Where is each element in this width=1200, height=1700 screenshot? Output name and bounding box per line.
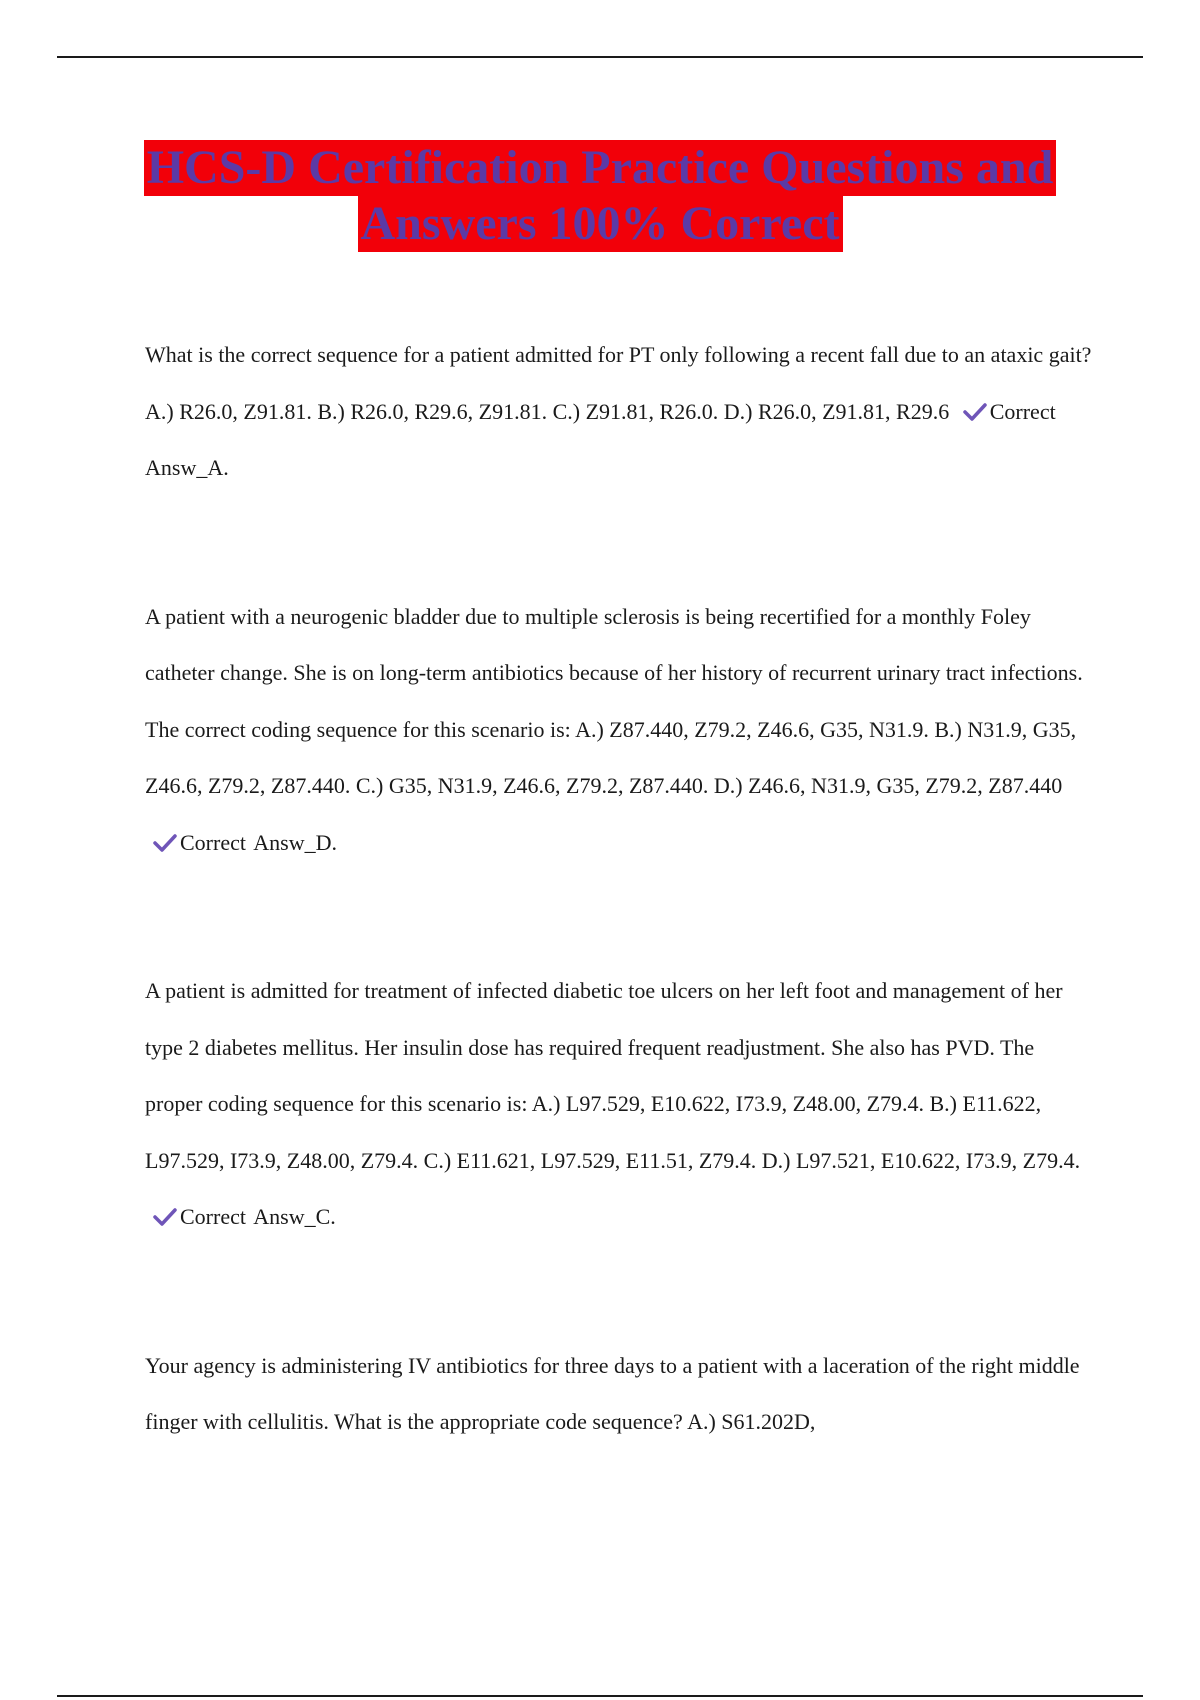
question-item bbox=[145, 589, 1095, 872]
question-text: What is the correct sequence for a patient admitted for PT only following a recent fall due to an ataxic gait? A.) R26.0, Z91.81. B.) R26.0, R29.6, Z91.81. C.) Z91.81, R26.0. D.) R26.0, Z91.81, R29.6 bbox=[145, 342, 1092, 424]
question-item bbox=[145, 963, 1095, 1246]
checkmark-icon bbox=[153, 1208, 177, 1226]
question-item bbox=[145, 1338, 1095, 1451]
answer-text: Correct Answ_A. bbox=[145, 398, 1056, 480]
question-text: A patient is admitted for treatment of infected diabetic toe ulcers on her left foot and management of her type 2 diabetes mellitus. Her insulin dose has required frequent readjustment. She also has PVD. The proper coding sequence for this scenario is: A.) L97.529, E10.622, I73.9, Z48.00, Z79.4. B.) E11.622, L97.529, I73.9, Z48.00, Z79.4. C.) E11.621, L97.529, E11.51, Z79.4. D.) L97.521, E10.622, I73.9, Z79.4. bbox=[145, 978, 1081, 1173]
header-rule bbox=[57, 56, 1143, 58]
title-line-2: Answers 100% Correct bbox=[358, 196, 843, 252]
footer-rule bbox=[57, 1695, 1143, 1697]
answer-text: Correct Answ_D. bbox=[180, 829, 337, 855]
title-line-1: HCS-D Certification Practice Questions and bbox=[144, 140, 1057, 196]
document-title bbox=[0, 140, 1200, 252]
question-text: Your agency is administering IV antibiotics for three days to a patient with a laceration of the right middle finger with cellulitis. What is the appropriate code sequence? A.) S61.202D, bbox=[145, 1352, 1080, 1434]
checkmark-icon bbox=[153, 834, 177, 852]
question-item bbox=[145, 327, 1095, 497]
question-list bbox=[145, 327, 1095, 1599]
answer-text: Correct Answ_C. bbox=[180, 1204, 336, 1229]
checkmark-icon bbox=[963, 403, 987, 421]
question-text: A patient with a neurogenic bladder due to multiple sclerosis is being recertified for a monthly Foley catheter change. She is on long-term antibiotics because of her history of recurrent urinary tract infections. The correct coding sequence for this scenario is: A.) Z87.440, Z79.2, Z46.6, G35, N31.9. B.) N31.9, G35, Z46.6, Z79.2, Z87.440. C.) G35, N31.9, Z46.6, Z79.2, Z87.440. D.) Z46.6, N31.9, G35, Z79.2, Z87.440 bbox=[145, 603, 1083, 798]
